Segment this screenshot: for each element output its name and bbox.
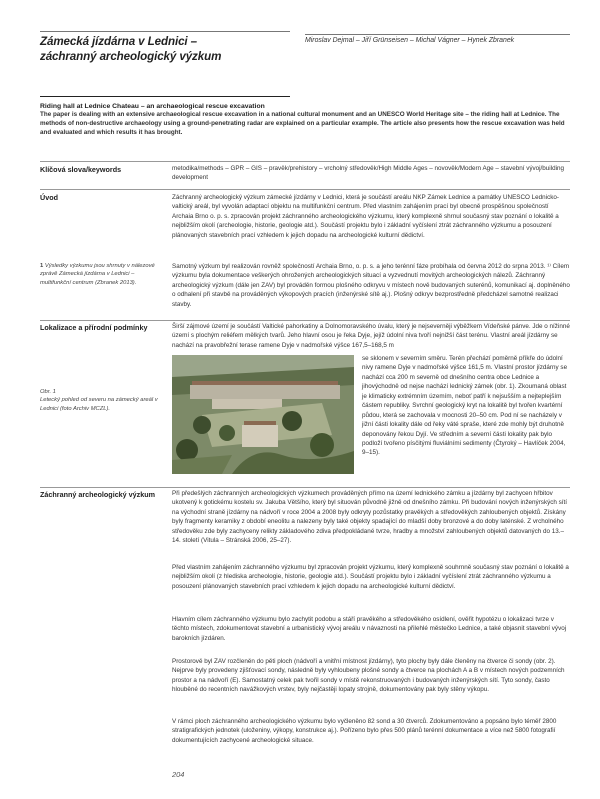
aerial-photo <box>172 355 354 474</box>
intro-paragraph-1: Záchranný archeologický výzkum zámecké jízdárny v Lednici, která je součástí areálu NKP Zámek Lednice a památky UNESCO Lednicko-valtický areál, byl vyvolán adaptací objektu na multifunkční centrum. Před vlastním zahájením prací byl obecně prospěšnou společností Archaia Brno o. p. s. zpracován projekt záchranného archeologického výzkumu, který komplexně shrnul současný stav poznání o lokalitě a nejbližším okolí (archeologie, historie, geologie atd.). Součástí projektu bylo i základní vyčíslení ztrát záchranného výzkumu a posouzení plánovaných stavebních prací vzhledem k jejich dopadu na archeologické kulturní dědictví. <box>172 194 559 239</box>
excavation-rule <box>40 487 570 488</box>
keywords-rule <box>40 161 570 162</box>
english-rule <box>40 96 290 97</box>
excavation-paragraph-4: Prostorově byl ZAV rozčleněn do pěti ploch (nádvoří a vnitřní místnost jízdárny), tyto plochy byly dále členěny na čtverce či sondy (obr. 2). Nejprve byly provedeny zjišťovací sondy, následně byly vyhloubeny plošné sondy a čtverce na plochách A a B v místech nových podzemních prostor a na nádvoří (E). Samostatný celek pak tvořil sondy v místě rekonstruovaných i budovaných inženýrských sítí. Tyto sondy, často hlouběné do recentních navážkových vrstev, byly nejčastěji lopaty strojně, dokumentovány pak byly stěny výkopu. <box>172 658 565 694</box>
page-number: 204 <box>172 770 185 779</box>
excavation-label: Záchranný archeologický výzkum <box>40 490 156 499</box>
english-abstract: The paper is dealing with an extensive archaeological rescue excavation in a national cultural monument and an UNESCO World Heritage site – the riding hall at Lednice. The methods of non-destructive archaeology using a ground-penetrating radar are explained on a particular example. The article also presents how the rescue excavation was held and evaluated and which results it has brought. <box>40 111 565 136</box>
authors: Miroslav Dejmal – Jiří Grünseisen – Michal Vágner – Hynek Zbranek <box>305 34 570 44</box>
location-label: Lokalizace a přírodní podmínky <box>40 323 148 332</box>
location-wrap-paragraph: se sklonem v severním směru. Terén přechází poměrně příkře do údolní nivy ramene Dyje v nadmořské výšce 161,5 m. Vlastní prostor jízdárny se nachází cca 200 m severně od dnešního centra obce Lednice a jihovýchodně od nejse nachází lednický zámek (obr. 1). Zkoumaná oblast je klimaticky extrémním územím, neboť patří k nejsušším a nejteplejším částem republiky. Svrchní geologický kryt na lokalitě byl tvořen kvartérní půdou, která se zachovala v mocnosti 20–50 cm. Pod ní se nacházely v jižní části lokality dále od řeky váté spraše, které zde mohly být druhotně deponovány řekou Dyjí. Ve středním a severní části lokality pak bylo podloží tvořeno písčitými fluviálními sedimenty (Čtyroký – Havlíček 2004, 9–15). <box>362 355 568 457</box>
intro-rule <box>40 189 570 190</box>
english-title: Riding hall at Lednice Chateau – an archaeological rescue excavation <box>40 103 265 110</box>
footnote-number: 1 <box>40 263 44 269</box>
title-line-2: záchranný archeologický výzkum <box>40 50 222 64</box>
title-line-1: Zámecká jízdárna v Lednici – <box>40 35 198 48</box>
excavation-paragraph-1: Při předešlých záchranných archeologických výzkumech prováděných přímo na území lednického zámku a jízdárny byl zachycen hřbitov ukotvený k gotickému kostelu sv. Jakuba Většího, který byl situován původně jižně od dnešního zámku. Při budování nových inženýrských sítí na východní straně jízdárny na nádvoří v roce 2004 a 2008 byly odkryty pozůstatky pravěkých a středověkých zahloubených objektů. Získány byly fragmenty keramiky z období eneolitu a nalezeny byly také objekty spadající do mladší doby bronzové a do doby laténské. Z vrcholného středověku zde byly zachyceny relikty základového zdiva předpokládané tvrze, hradby a množství zahloubených objektů datovaných do 13.–14. století (Vitula – Stránská 2006, 25–27). <box>172 490 568 545</box>
intro-paragraph-2: Samotný výzkum byl realizován rovněž společností Archaia Brno, o. p. s. a jeho terénní fáze probíhala od června 2012 do srpna 2013. ¹⁾ Cílem výzkumu byla dokumentace veškerých ohrožených archeologických situací a vyzvednutí movitých archeologických nálezů. Záchranný archeologický výzkum (dále jen ZAV) byl prováděn formou plošného odkryvu v místech nově budovaných suterénů, komunikací aj. doplněného o odhalení při stavbě na prováděných výkopových pracích (inženýrské sítě aj.). Plošný odkryv bezprostředně předcházel samotné realizaci stavby. <box>172 263 570 308</box>
footnote-1 <box>40 262 160 287</box>
keywords-label: Klíčová slova/keywords <box>40 165 122 174</box>
figure-label: Obr. 1 <box>40 389 56 395</box>
intro-label: Úvod <box>40 193 58 202</box>
excavation-paragraph-5: V rámci ploch záchranného archeologického výzkumu bylo vyčleněno 82 sond a 30 čtverců. Zdokumentováno a popsáno bylo téměř 2800 stratigrafických jednotek (uloženiny, výkopy, konstrukce aj.). Pořízeno bylo přes 500 plánů terénní dokumentace a více než 5800 fotografií dokumentujících zachycené archeologické situace. <box>172 718 557 744</box>
figure-caption-text: Letecký pohled od severu na zámecký areál v Lednici (foto Archiv MCZL). <box>40 397 158 412</box>
excavation-paragraph-3: Hlavním cílem záchranného výzkumu bylo zachytit podobu a stáří pravěkého a středověkého osídlení, ověřit hypotézu o lokalizaci tvrze v těchto místech, zdokumentovat stavební a urbanistický vývoj areálu v návaznosti na přilehlé městečko Lednice, a také objasnit stavební vývoj barokních jízdáren. <box>172 616 567 642</box>
title-rule <box>40 31 290 32</box>
location-rule <box>40 320 570 321</box>
page-title <box>40 34 290 65</box>
location-paragraph: Širší zájmové území je součástí Valtické pahorkatiny a Dolnomoravského úvalu, který je nejseverněji výběžkem Vídeňské pánve. Jde o nížinné území s plochým reliéfem mělkých tvarů. Jeho hlavní osou je řeka Dyje, jejíž údolní niva tvoří nejnižší část terénu. Vlastní areál jízdárny se nachází na pravobřežní terase ramene Dyje v nadmořské výšce 167,5–168,5 m <box>172 323 570 349</box>
aerial-photo-image <box>172 355 354 474</box>
excavation-paragraph-2: Před vlastním zahájením záchranného výzkumu byl zpracován projekt výzkumu, který komplexně souhrnně současný stav poznání o lokalitě a nejbližším okolí (z hlediska archeologie, historie, geologie atd.). Součástí projektu bylo i základní vyčíslení ztrát záchranného výzkumu a posouzení plánovaných stavebních prací vzhledem k jejich dopadu na archeologické kulturní dědictví. <box>172 564 569 590</box>
figure-caption <box>40 388 160 413</box>
footnote-text: Výsledky výzkumu jsou shrnuty v nálezové zprávě Zámecká jízdárna v Lednici – multifunkční centrum (Zbranek 2013). <box>40 263 155 286</box>
keywords-text: metodika/methods – GPR – GIS – pravěk/prehistory – vrcholný středověk/High Middle Ages – novověk/Modern Age – stavební vývoj/building development <box>172 165 565 182</box>
